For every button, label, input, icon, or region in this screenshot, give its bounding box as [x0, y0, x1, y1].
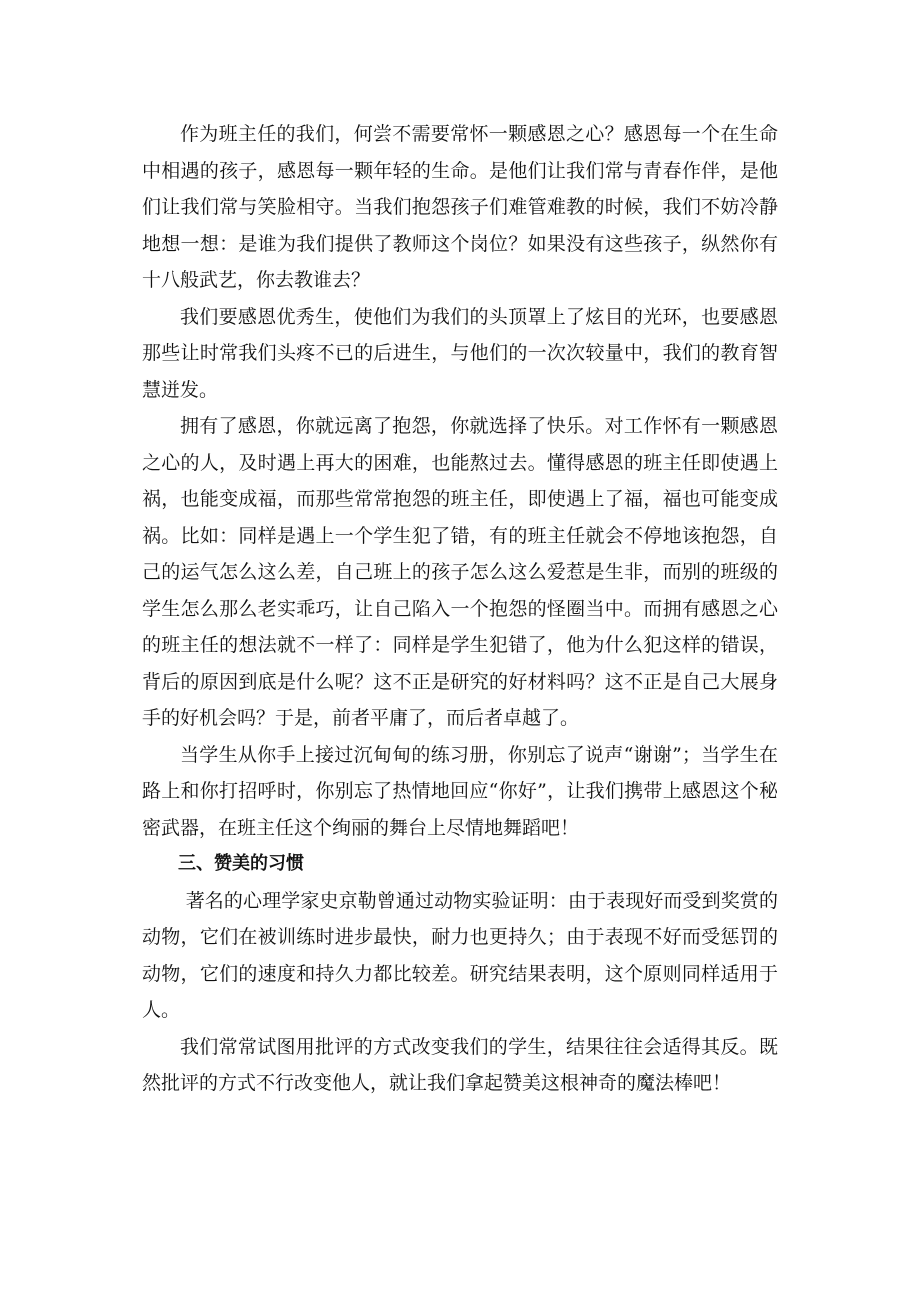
section-heading: 三、赞美的习惯: [178, 853, 304, 874]
paragraph-gratitude-students: 我们要感恩优秀生，使他们为我们的头顶罩上了炫目的光环，也要感恩那些让时常我们头疼不已的后进生，与他们的一次次较量中，我们的教育智慧迸发。: [142, 305, 778, 401]
paragraph-gratitude-closing: 当学生从你手上接过沉甸甸的练习册，你别忘了说声“谢谢”；当学生在路上和你打招呼时，你别忘了热情地回应“你好”，让我们携带上感恩这个秘密武器，在班主任这个绚丽的舞台上尽情地舞蹈吧！: [142, 743, 778, 839]
paragraph-gratitude-intro: 作为班主任的我们，何尝不需要常怀一颗感恩之心？感恩每一个在生命中相遇的孩子，感恩每一颗年轻的生命。是他们让我们常与青春作伴，是他们让我们常与笑脸相守。当我们抱怨孩子们难管难教的时候，我们不妨冷静地想一想：是谁为我们提供了教师这个岗位？如果没有这些孩子，纵然你有十八般武艺，你去教谁去？: [142, 123, 778, 291]
document-body: [142, 116, 778, 1102]
paragraph-praise-experiment: 著名的心理学家史京勒曾通过动物实验证明：由于表现好而受到奖赏的动物，它们在被训练时进步最快，耐力也更持久；由于表现不好而受惩罚的动物，它们的速度和持久力都比较差。研究结果表明，这个原则同样适用于人。: [142, 889, 778, 1021]
paragraph-gratitude-vs-complaint: 拥有了感恩，你就远离了抱怨，你就选择了快乐。对工作怀有一颗感恩之心的人，及时遇上再大的困难，也能熬过去。懂得感恩的班主任即使遇上祸，也能变成福，而那些常常抱怨的班主任，即使遇上了福，福也可能变成祸。比如：同样是遇上一个学生犯了错，有的班主任就会不停地该抱怨，自己的运气怎么这么差，自己班上的孩子怎么这么爱惹是生非，而别的班级的学生怎么那么老实乖巧，让自己陷入一个抱怨的怪圈当中。而拥有感恩之心的班主任的想法就不一样了：同样是学生犯错了，他为什么犯这样的错误，背后的原因到底是什么呢？这不正是研究的好材料吗？这不正是自己大展身手的好机会吗？于是，前者平庸了，而后者卓越了。: [142, 415, 778, 729]
paragraph-praise-conclusion: 我们常常试图用批评的方式改变我们的学生，结果往往会适得其反。既然批评的方式不行改变他人，就让我们拿起赞美这根神奇的魔法棒吧！: [142, 1035, 778, 1094]
